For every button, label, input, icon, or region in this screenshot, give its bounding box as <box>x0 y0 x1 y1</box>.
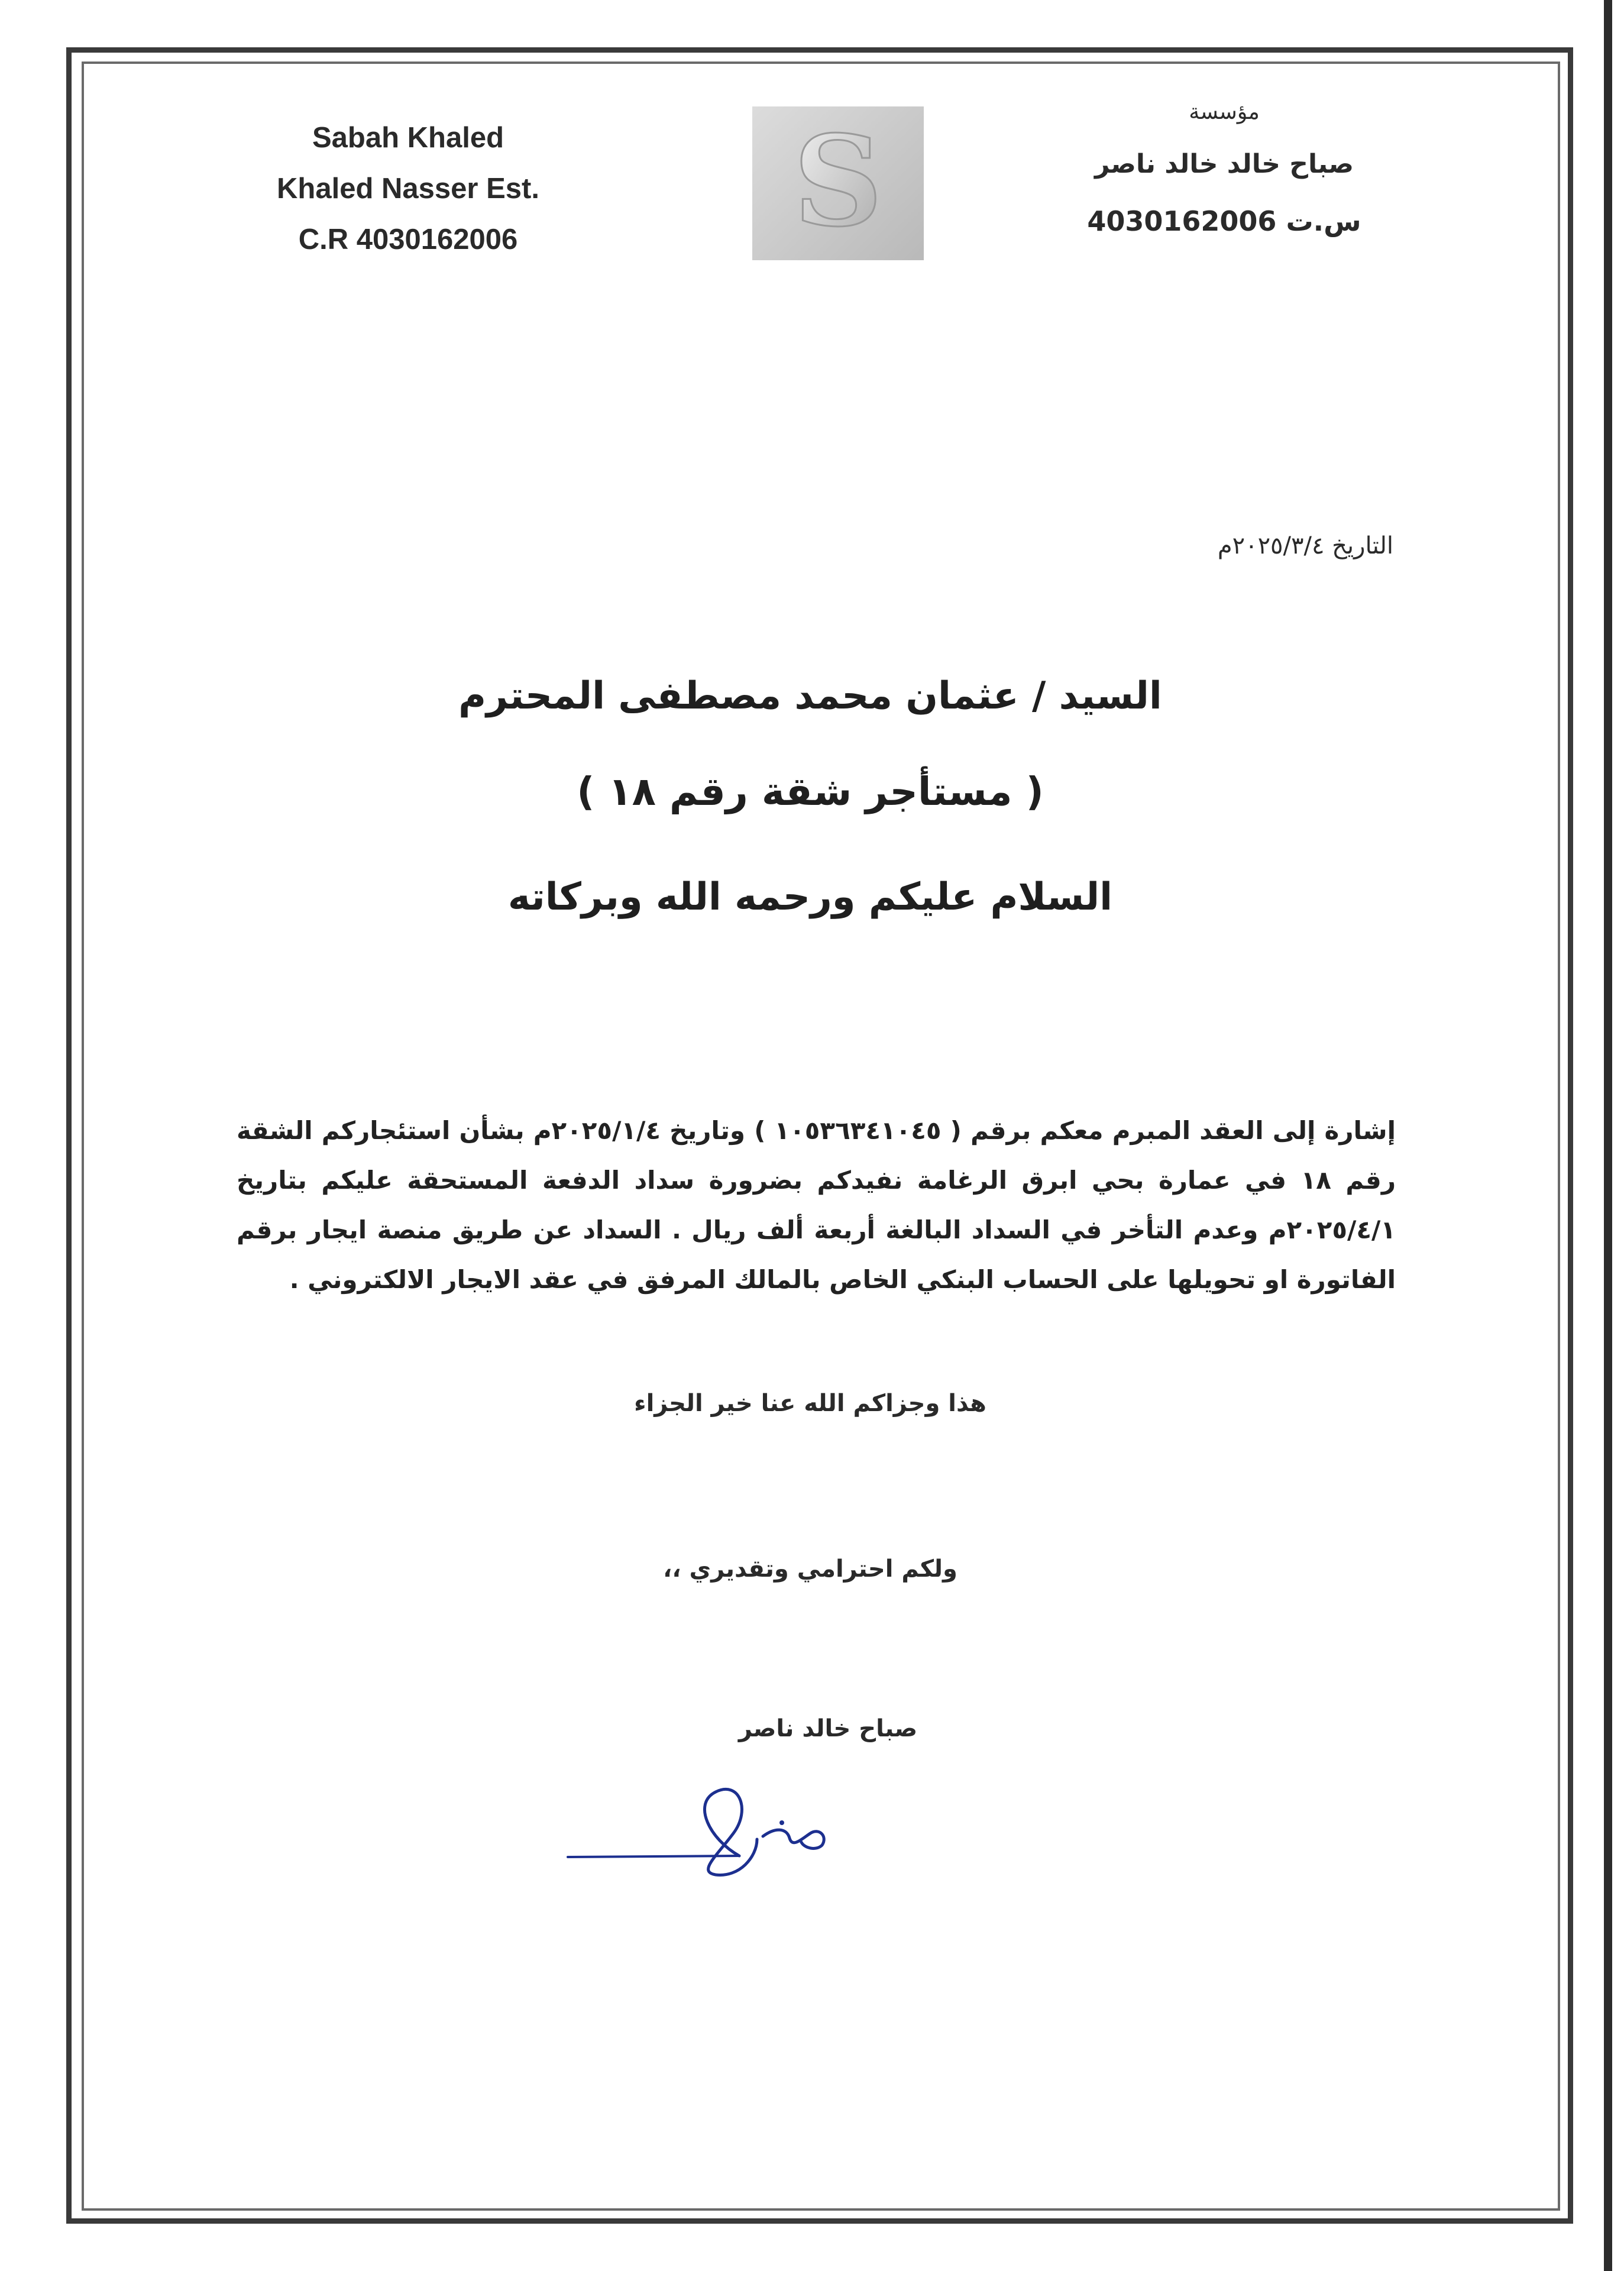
letterhead-arabic <box>1041 89 1408 250</box>
company-logo <box>752 106 924 260</box>
greeting-line: السلام عليكم ورحمه الله وبركاته <box>507 875 1113 919</box>
letter-body: إشارة إلى العقد المبرم معكم برقم ( ١٠٥٣٦٣٤١٠٤٥ ) وتاريخ ٢٠٢٥/١/٤م بشأن استئجاركم الشقة رقم ١٨ في عمارة بحي ابرق الرغامة نفيدكم بضرورة سداد الدفعة المستحقة عليكم بتاريخ ٢٠٢٥/٤/١م وعدم التأخر في السداد البالغة أربعة ألف ريال . السداد عن طريق منصة ايجار برقم الفاتورة او تحويلها على الحساب البنكي الخاص بالمالك المرفق في عقد الايجار الالكتروني . <box>237 1116 1396 1294</box>
letterhead-arabic-cr: س.ت 4030162006 <box>1087 205 1361 237</box>
letterhead-english <box>248 112 568 265</box>
letterhead-arabic-name: صباح خالد خالد ناصر <box>1095 149 1354 179</box>
letterhead-arabic-est: مؤسسة <box>1189 100 1260 124</box>
letterhead-english-name: Sabah Khaled <box>312 122 504 154</box>
letterhead-english-est: Khaled Nasser Est. <box>277 173 539 205</box>
letter-date: التاريخ ٢٠٢٥/٣/٤م <box>1217 532 1393 559</box>
scan-edge <box>1604 0 1612 2271</box>
tenant-reference: ( مستأجر شقة رقم ١٨ ) <box>577 769 1044 814</box>
signer-name: صباح خالد ناصر <box>738 1715 918 1742</box>
handwritten-signature-icon <box>562 1768 858 1887</box>
closing-regards: ولكم احترامي وتقديري ،، <box>663 1555 957 1583</box>
closing-thanks: هذا وجزاكم الله عنا خير الجزاء <box>634 1390 986 1417</box>
svg-text:S: S <box>793 115 883 251</box>
addressee-line: السيد / عثمان محمد مصطفى المحترم <box>458 674 1162 718</box>
letter-s-logo-icon <box>764 115 912 251</box>
letterhead-english-cr: C.R 4030162006 <box>298 224 518 255</box>
